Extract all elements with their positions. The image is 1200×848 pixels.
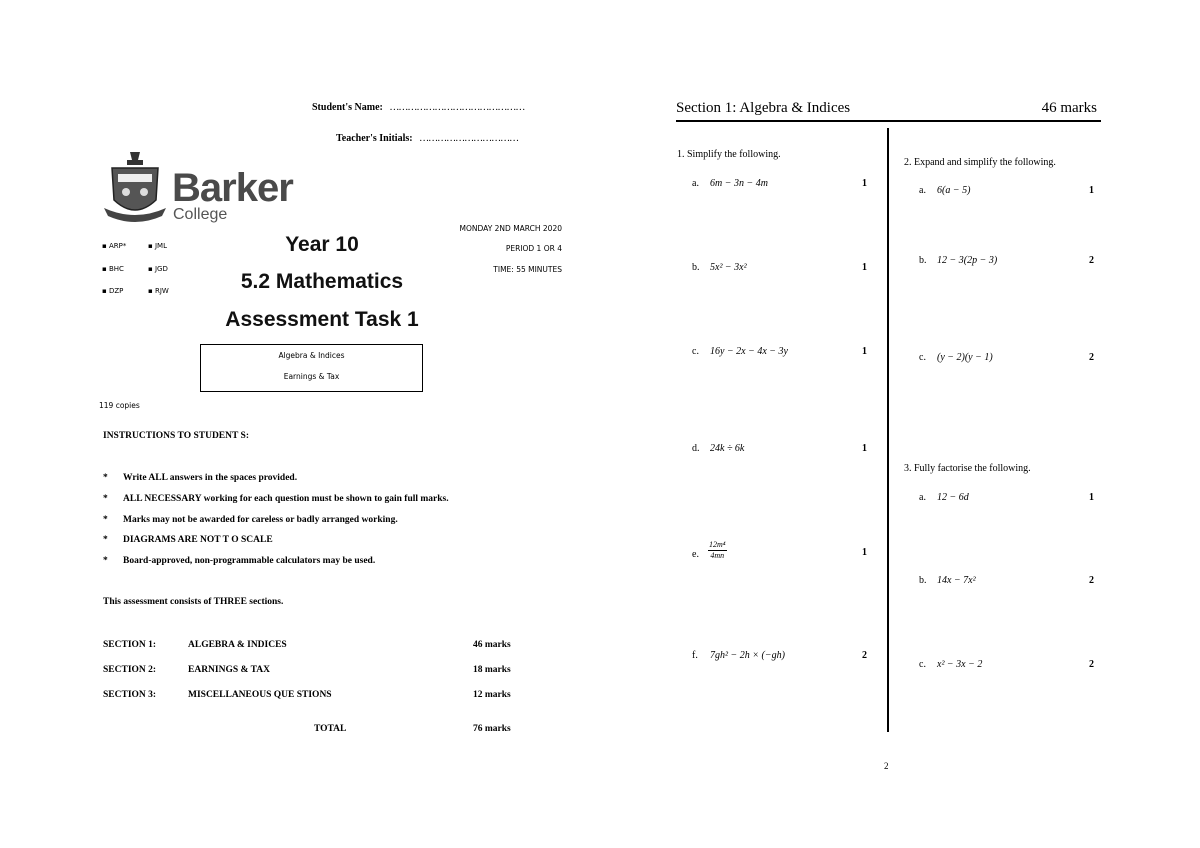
- q1-prompt: 1. Simplify the following.: [677, 149, 781, 160]
- q3-part-expr: 14x − 7x²: [937, 575, 976, 586]
- logo-sub: College: [173, 206, 228, 223]
- q1-part-marks: 1: [862, 262, 867, 273]
- section-label: SECTION 1:: [103, 640, 157, 650]
- q1-part-expr: 7gh² − 2h × (−gh): [710, 650, 785, 661]
- q1-part-marks: 2: [862, 650, 867, 661]
- student-name-label: Student's Name:: [312, 102, 383, 113]
- q2-part-expr: (y − 2)(y − 1): [937, 352, 993, 363]
- crest-icon: [100, 150, 170, 228]
- column-divider: [887, 128, 889, 732]
- topics-box: [200, 344, 423, 392]
- section-marks: 12 marks: [473, 690, 511, 700]
- section-marks-total: 46 marks: [1041, 100, 1097, 116]
- q1-part-marks: 1: [862, 346, 867, 357]
- q1-part-marks: 1: [862, 178, 867, 189]
- instruction-item: Board-approved, non-programmable calculators may be used.: [123, 556, 376, 566]
- fraction-numerator: 12m⁴: [709, 540, 726, 549]
- q3-part-marks: 2: [1089, 659, 1094, 670]
- q3-part-marks: 2: [1089, 575, 1094, 586]
- fraction-denominator: 4mn: [710, 551, 725, 560]
- section-name: EARNINGS & TAX: [188, 665, 270, 675]
- q3-prompt: 3. Fully factorise the following.: [904, 463, 1031, 474]
- teacher-code: ▪ ARP*: [102, 242, 127, 250]
- q1-part-marks: 1: [862, 547, 867, 558]
- page-number: 2: [884, 761, 889, 771]
- q3-part-label: b.: [919, 575, 927, 586]
- q1-part-fraction: [708, 540, 727, 561]
- teacher-code: ▪ BHC: [102, 265, 124, 273]
- header-rule: [676, 120, 1101, 122]
- q2-part-marks: 2: [1089, 352, 1094, 363]
- title-subject: 5.2 Mathematics: [240, 270, 404, 293]
- title-year: Year 10: [285, 233, 359, 256]
- instruction-item: ALL NECESSARY working for each question must be shown to gain full marks.: [123, 494, 449, 504]
- q2-part-expr: 12 − 3(2p − 3): [937, 255, 998, 266]
- q1-part-label: c.: [692, 346, 699, 357]
- section-label: SECTION 2:: [103, 665, 157, 675]
- q3-part-label: c.: [919, 659, 926, 670]
- q1-part-expr: 6m − 3n − 4m: [710, 178, 768, 189]
- teacher-initials-dots: ……………………………: [419, 133, 519, 144]
- sections-intro: This assessment consists of THREE sections.: [103, 597, 284, 607]
- q2-part-marks: 1: [1089, 185, 1094, 196]
- q3-part-label: a.: [919, 492, 926, 503]
- student-name-dots: ………………………………………: [389, 102, 525, 113]
- q2-part-label: c.: [919, 352, 926, 363]
- instruction-item: DIAGRAMS ARE NOT T O SCALE: [123, 535, 273, 545]
- total-marks: 76 marks: [473, 724, 511, 734]
- instruction-item: Write ALL answers in the spaces provided.: [123, 473, 298, 483]
- bullet-icon: *: [103, 473, 108, 483]
- copies-count: 119 copies: [99, 401, 140, 410]
- topic: Algebra & Indices: [278, 351, 345, 360]
- exam-period: PERIOD 1 OR 4: [505, 244, 562, 253]
- title-task: Assessment Task 1: [225, 308, 419, 331]
- section-marks: 46 marks: [473, 640, 511, 650]
- section-name: ALGEBRA & INDICES: [188, 640, 287, 650]
- instructions-heading: INSTRUCTIONS TO STUDENT S:: [103, 431, 249, 441]
- q1-part-label: a.: [692, 178, 699, 189]
- teacher-initials-field[interactable]: [336, 133, 518, 144]
- teacher-code: ▪ DZP: [102, 287, 124, 295]
- q3-part-expr: x² − 3x − 2: [937, 659, 983, 670]
- q3-part-marks: 1: [1089, 492, 1094, 503]
- q1-part-label: f.: [692, 650, 698, 661]
- instruction-item: Marks may not be awarded for careless or badly arranged working.: [123, 515, 398, 525]
- q3-part-expr: 12 − 6d: [937, 492, 969, 503]
- bullet-icon: *: [103, 494, 108, 504]
- section-marks: 18 marks: [473, 665, 511, 675]
- bullet-icon: *: [103, 535, 108, 545]
- section-name: MISCELLANEOUS QUE STIONS: [188, 690, 332, 700]
- section-title: Section 1: Algebra & Indices: [676, 100, 851, 116]
- q1-part-expr: 5x² − 3x²: [710, 262, 747, 273]
- student-name-field[interactable]: [312, 102, 524, 113]
- teacher-code: ▪ JGD: [148, 265, 168, 273]
- q1-part-marks: 1: [862, 443, 867, 454]
- q1-part-label: e.: [692, 549, 699, 560]
- teacher-code: ▪ RJW: [148, 287, 169, 295]
- q2-part-expr: 6(a − 5): [937, 185, 971, 196]
- exam-date: MONDAY 2ND MARCH 2020: [459, 224, 562, 233]
- q2-prompt: 2. Expand and simplify the following.: [904, 157, 1056, 168]
- barker-logo: [100, 150, 300, 230]
- q2-part-label: a.: [919, 185, 926, 196]
- q1-part-expr: 24k ÷ 6k: [710, 443, 745, 454]
- total-label: TOTAL: [314, 724, 347, 734]
- section-label: SECTION 3:: [103, 690, 157, 700]
- teacher-initials-label: Teacher's Initials:: [336, 133, 413, 144]
- exam-time: TIME: 55 MINUTES: [493, 265, 562, 274]
- teacher-code: ▪ JML: [148, 242, 167, 250]
- q2-part-marks: 2: [1089, 255, 1094, 266]
- q1-part-label: d.: [692, 443, 700, 454]
- q1-part-label: b.: [692, 262, 700, 273]
- bullet-icon: *: [103, 515, 108, 525]
- q1-part-expr: 16y − 2x − 4x − 3y: [710, 346, 788, 357]
- q2-part-label: b.: [919, 255, 927, 266]
- topic: Earnings & Tax: [283, 372, 340, 381]
- bullet-icon: *: [103, 556, 108, 566]
- logo-name: Barker: [172, 166, 293, 210]
